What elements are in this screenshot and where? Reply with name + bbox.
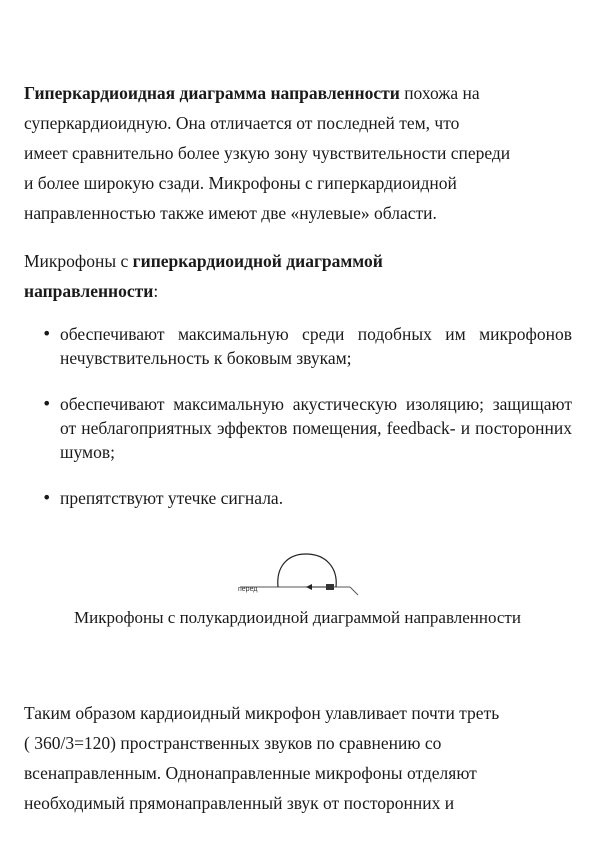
arrow-head-icon [306, 584, 312, 590]
bold-term: гиперкардиоидной диаграммой [132, 251, 383, 271]
paragraph-hypercardioid-description [24, 78, 574, 228]
paragraph-cardioid-summary [24, 698, 574, 818]
bold-term: Гиперкардиоидная диаграмма направленности [24, 83, 400, 103]
list-item: • обеспечивают максимальную акустическую изоляцию; защищают от неблагоприятных эффектов помещения, feedback- и посторонних шумов; [24, 392, 572, 464]
paragraph-line: направленностью также имеют две «нулевые» области. [24, 203, 437, 223]
figure-caption: Микрофоны с полукардиоидной диаграммой направленности [74, 608, 521, 627]
paragraph-line: имеет сравнительно более узкую зону чувствительности спереди [24, 143, 511, 163]
microphone-icon [326, 584, 334, 590]
paragraph-line: суперкардиоидную. Она отличается от последней тем, что [24, 113, 460, 133]
paragraph-list-intro [24, 246, 574, 306]
paragraph-line: Таким образом кардиоидный микрофон улавливает почти треть [24, 703, 500, 723]
baseline-tick [350, 587, 358, 595]
text-span: Микрофоны с [24, 251, 133, 271]
bullet-list [24, 322, 572, 532]
paragraph-line: ( 360/3=120) пространственных звуков по сравнению со [24, 733, 442, 753]
text-span: : [153, 281, 159, 301]
paragraph-line: и более широкую сзади. Микрофоны с гиперкардиоидной [24, 173, 457, 193]
list-item: • обеспечивают максимальную среди подобных им микрофонов нечувствительность к боковым звукам; [24, 322, 572, 370]
front-label: перед [238, 586, 258, 593]
list-item: • препятствуют утечке сигнала. [24, 486, 572, 510]
paragraph-line: всенаправленным. Однонаправленные микрофоны отделяют [24, 763, 477, 783]
bold-term: направленности [24, 281, 154, 301]
paragraph-line [24, 78, 574, 108]
pattern-curve [278, 554, 336, 587]
polar-pattern-diagram [230, 548, 360, 596]
paragraph-line: необходимый прямонаправленный звук от посторонних и [24, 793, 455, 813]
text-span: похожа на [399, 83, 480, 103]
paragraph-line [24, 246, 574, 276]
paragraph-line [24, 276, 574, 306]
